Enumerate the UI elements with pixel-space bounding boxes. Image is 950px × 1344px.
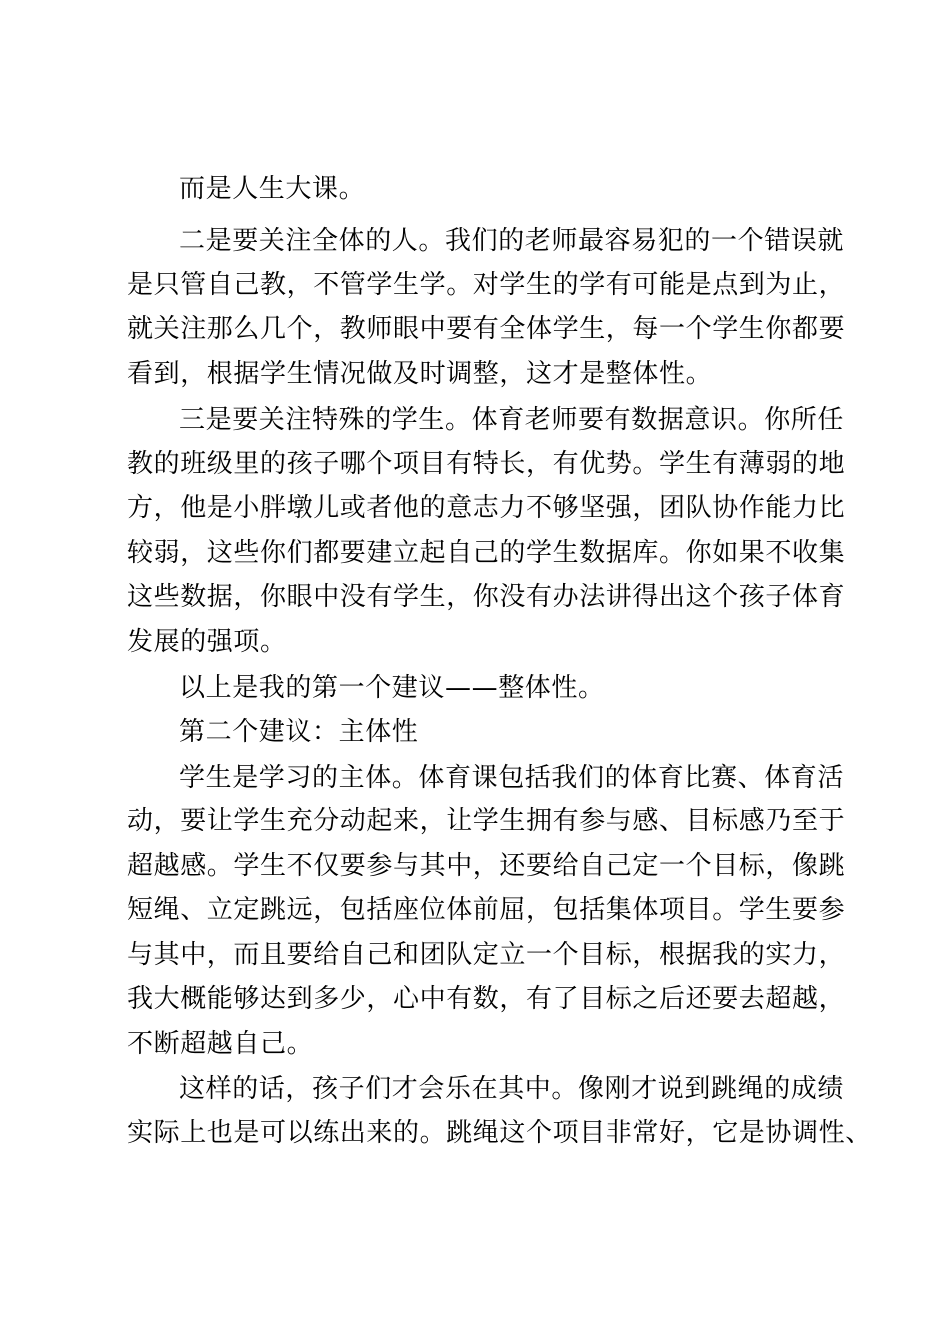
text-line: 学生是学习的主体。体育课包括我们的体育比赛、体育活 xyxy=(179,763,845,793)
text-line: 方，他是小胖墩儿或者他的意志力不够坚强，团队协作能力比 xyxy=(127,493,846,523)
text-line: 动，要让学生充分动起来，让学生拥有参与感、目标感乃至于 xyxy=(127,806,846,836)
text-line: 短绳、立定跳远，包括座位体前屈，包括集体项目。学生要参 xyxy=(127,895,846,925)
text-line: 较弱，这些你们都要建立起自己的学生数据库。你如果不收集 xyxy=(127,538,846,568)
text-line: 这些数据，你眼中没有学生，你没有办法讲得出这个孩子体育 xyxy=(127,582,846,612)
text-line: 三是要关注特殊的学生。体育老师要有数据意识。你所任 xyxy=(179,405,845,435)
text-line: 就关注那么几个，教师眼中要有全体学生，每一个学生你都要 xyxy=(127,314,846,344)
text-line: 我大概能够达到多少，心中有数，有了目标之后还要去超越， xyxy=(127,984,846,1014)
text-line: 教的班级里的孩子哪个项目有特长，有优势。学生有薄弱的地 xyxy=(127,449,846,479)
text-line: 发展的强项。 xyxy=(127,627,287,657)
text-line: 实际上也是可以练出来的。跳绳这个项目非常好，它是协调性、 xyxy=(127,1118,872,1148)
text-line: 与其中，而且要给自己和团队定立一个目标，根据我的实力， xyxy=(127,940,846,970)
text-line: 超越感。学生不仅要参与其中，还要给自己定一个目标，像跳 xyxy=(127,851,846,881)
text-line: 第二个建议：主体性 xyxy=(179,717,419,747)
text-line: 是只管自己教，不管学生学。对学生的学有可能是点到为止， xyxy=(127,270,846,300)
text-line: 不断超越自己。 xyxy=(127,1029,314,1059)
text-line: 二是要关注全体的人。我们的老师最容易犯的一个错误就 xyxy=(179,226,845,256)
text-line: 而是人生大课。 xyxy=(179,174,366,204)
text-line: 这样的话，孩子们才会乐在其中。像刚才说到跳绳的成绩 xyxy=(179,1074,845,1104)
text-line: 看到，根据学生情况做及时调整，这才是整体性。 xyxy=(127,359,713,389)
text-line: 以上是我的第一个建议——整体性。 xyxy=(179,673,605,703)
